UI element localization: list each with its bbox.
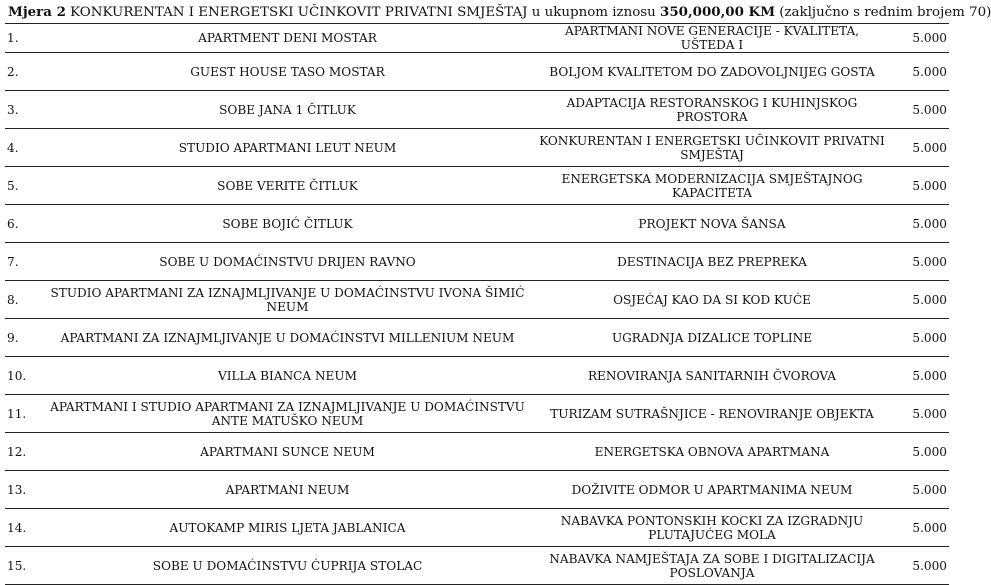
row-number: 13. <box>5 471 38 509</box>
table-row <box>5 91 949 129</box>
row-number: 7. <box>5 243 38 281</box>
beneficiary-name: STUDIO APARTMANI ZA IZNAJMLJIVANJE U DOMAĆINSTVU IVONA ŠIMIĆ NEUM <box>38 281 537 319</box>
measure-title: KONKURENTAN I ENERGETSKI UČINKOVIT PRIVATNI SMJEŠTAJ u ukupnom iznosu <box>65 5 661 20</box>
row-number: 3. <box>5 91 38 129</box>
table-row <box>5 243 949 281</box>
table-row <box>5 357 949 395</box>
project-title: ENERGETSKA MODERNIZACIJA SMJEŠTAJNOG KAPACITETA <box>537 167 887 205</box>
beneficiary-name: SOBE BOJIĆ ČITLUK <box>38 205 537 243</box>
grant-amount: 5.000 <box>887 471 949 509</box>
beneficiary-name: STUDIO APARTMANI LEUT NEUM <box>38 129 537 167</box>
table-row <box>5 319 949 357</box>
project-title: PROJEKT NOVA ŠANSA <box>537 205 887 243</box>
row-number: 9. <box>5 319 38 357</box>
table-row <box>5 395 949 433</box>
beneficiary-name: APARTMANI NEUM <box>38 471 537 509</box>
grant-amount: 5.000 <box>887 319 949 357</box>
table-row <box>5 433 949 471</box>
project-title: NABAVKA NAMJEŠTAJA ZA SOBE I DIGITALIZACIJA POSLOVANJA <box>537 547 887 585</box>
project-title: BOLJOM KVALITETOM DO ZADOVOLJNIJEG GOSTA <box>537 53 887 91</box>
project-title: APARTMANI NOVE GENERACIJE - KVALITETA, UŠTEDA I <box>537 24 887 53</box>
beneficiary-name: GUEST HOUSE TASO MOSTAR <box>38 53 537 91</box>
beneficiary-name: SOBE U DOMAĆINSTVU DRIJEN RAVNO <box>38 243 537 281</box>
grant-amount: 5.000 <box>887 357 949 395</box>
project-title: OSJEĆAJ KAO DA SI KOD KUĆE <box>537 281 887 319</box>
grant-amount: 5.000 <box>887 433 949 471</box>
grant-amount: 5.000 <box>887 205 949 243</box>
beneficiary-name: AUTOKAMP MIRIS LJETA JABLANICA <box>38 509 537 547</box>
table-row <box>5 53 949 91</box>
table-row <box>5 509 949 547</box>
project-title: DOŽIVITE ODMOR U APARTMANIMA NEUM <box>537 471 887 509</box>
grant-amount: 5.000 <box>887 509 949 547</box>
project-title: NABAVKA PONTONSKIH KOCKI ZA IZGRADNJU PLUTAJUĆEG MOLA <box>537 509 887 547</box>
table-row <box>5 129 949 167</box>
beneficiary-name: SOBE U DOMAĆINSTVU ĆUPRIJA STOLAC <box>38 547 537 585</box>
total-amount: 350,000,00 KM <box>660 4 776 20</box>
row-number: 12. <box>5 433 38 471</box>
beneficiary-name: VILLA BIANCA NEUM <box>38 357 537 395</box>
beneficiaries-table-body <box>5 24 949 585</box>
beneficiary-name: APARTMANI ZA IZNAJMLJIVANJE U DOMAĆINSTVI MILLENIUM NEUM <box>38 319 537 357</box>
project-title: UGRADNJA DIZALICE TOPLINE <box>537 319 887 357</box>
beneficiary-name: SOBE JANA 1 ČITLUK <box>38 91 537 129</box>
row-number: 11. <box>5 395 38 433</box>
grant-amount: 5.000 <box>887 53 949 91</box>
row-number: 4. <box>5 129 38 167</box>
measure-note: (zaključno s rednim brojem 70) <box>775 5 991 20</box>
project-title: ENERGETSKA OBNOVA APARTMANA <box>537 433 887 471</box>
beneficiaries-table <box>5 23 949 585</box>
beneficiary-name: APARTMANI SUNCE NEUM <box>38 433 537 471</box>
measure-heading <box>8 3 991 21</box>
beneficiary-name: APARTMANI I STUDIO APARTMANI ZA IZNAJMLJIVANJE U DOMAĆINSTVU ANTE MATUŠKO NEUM <box>38 395 537 433</box>
measure-label: Mjera 2 <box>8 4 66 20</box>
grant-amount: 5.000 <box>887 281 949 319</box>
row-number: 1. <box>5 24 38 53</box>
project-title: RENOVIRANJA SANITARNIH ČVOROVA <box>537 357 887 395</box>
grant-amount: 5.000 <box>887 395 949 433</box>
row-number: 6. <box>5 205 38 243</box>
project-title: TURIZAM SUTRAŠNJICE - RENOVIRANJE OBJEKTA <box>537 395 887 433</box>
grant-amount: 5.000 <box>887 547 949 585</box>
row-number: 8. <box>5 281 38 319</box>
row-number: 2. <box>5 53 38 91</box>
project-title: ADAPTACIJA RESTORANSKOG I KUHINJSKOG PROSTORA <box>537 91 887 129</box>
project-title: DESTINACIJA BEZ PREPREKA <box>537 243 887 281</box>
row-number: 5. <box>5 167 38 205</box>
project-title: KONKURENTAN I ENERGETSKI UČINKOVIT PRIVATNI SMJEŠTAJ <box>537 129 887 167</box>
table-row <box>5 205 949 243</box>
row-number: 10. <box>5 357 38 395</box>
grant-amount: 5.000 <box>887 129 949 167</box>
grant-amount: 5.000 <box>887 167 949 205</box>
beneficiary-name: APARTMENT DENI MOSTAR <box>38 24 537 53</box>
grant-amount: 5.000 <box>887 24 949 53</box>
table-row <box>5 281 949 319</box>
table-row <box>5 167 949 205</box>
grant-amount: 5.000 <box>887 91 949 129</box>
table-row <box>5 547 949 585</box>
table-row <box>5 471 949 509</box>
row-number: 15. <box>5 547 38 585</box>
row-number: 14. <box>5 509 38 547</box>
grant-amount: 5.000 <box>887 243 949 281</box>
table-row <box>5 24 949 53</box>
beneficiary-name: SOBE VERITE ČITLUK <box>38 167 537 205</box>
